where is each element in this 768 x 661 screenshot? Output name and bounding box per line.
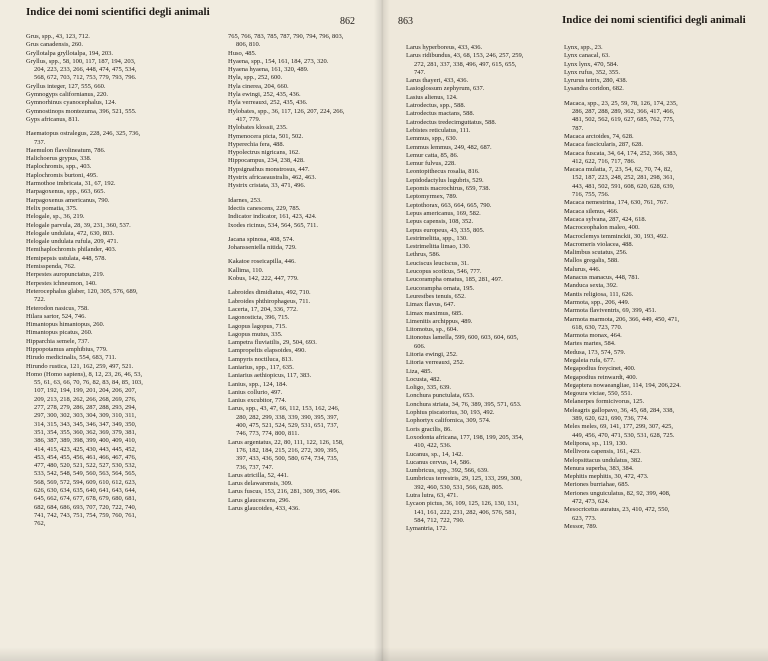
index-entry: Litoria ewingi, 252. bbox=[406, 350, 458, 358]
index-entry: Leptothorax, 663, 664, 665, 790. bbox=[406, 201, 492, 209]
index-entry: Halichoerus grypus, 338. bbox=[26, 155, 92, 163]
index-entry: Lacerta, 17, 204, 336, 772. bbox=[228, 305, 298, 313]
index-entry: Lepus capensis, 108, 352. bbox=[406, 218, 474, 226]
index-entry: Lanius collurio, 497. bbox=[228, 388, 283, 396]
index-entry: Malurus, 446. bbox=[564, 265, 601, 273]
page-edge-shadow-right bbox=[382, 647, 768, 661]
index-entry: Huso, 485. bbox=[228, 49, 257, 57]
index-entry: Lutra lutra, 63, 471. bbox=[406, 492, 458, 500]
index-entry: Helogale, sp., 36, 219. bbox=[26, 213, 85, 221]
index-entry: Lebistes reticulatus, 111. bbox=[406, 126, 471, 134]
index-entry: Martes martes, 584. bbox=[564, 340, 616, 348]
index-entry: Herpestes auropunctatus, 219. bbox=[26, 271, 105, 279]
index-entry: Gymnogyps californianus, 220. bbox=[26, 91, 108, 99]
index-entry: Hyla verreauxi, 252, 435, 436. bbox=[228, 99, 308, 107]
index-entry: Lagopus mutus, 335. bbox=[228, 330, 283, 338]
index-entry: Homo (Homo sapiens), 8, 12, 23, 26, 46, 53, 55, 61, 63, 66, 70, 76, 82, 83, 84, 85, 103, 107, 192, 194, 199, 201, 204, 206, 207, 209, 213, 218, 262, 266, 268, 269, 276, 277, 278, 279, 286, 287, 288, 293, 294, 297, 300, 302, 303, 304, 309, 310, 311, 314, 315, 343, 345, 346, 347, 349, 350, 351, 354, 355, 360, 362, 369, 379, 381, 386, 387, 389, 398, 399, 400, 409, 410, 414, 415, 423, 425, 430, 443, 445, 452, 453, 454, 455, 456, 461, 466, 467, 476, 477, 480, 520, 521, 522, 527, 530, 532, 533, 542, 548, 549, 560, 563, 564, 565, 568, 569, 572, 594, 609, 610, 612, 623, 626, 630, 634, 635, 640, 641, 643, 644, 645, 662, 674, 677, 678, 679, 680, 681, 682, 684, 686, 693, 707, 720, 722, 740, 741, 742, 743, 751, 754, 759, 760, 761, 762, bbox=[26, 370, 143, 528]
index-entry: Helogale parvula, 28, 39, 231, 360, 537. bbox=[26, 221, 131, 229]
index-entry: Kakatoe roseicapilla, 446. bbox=[228, 258, 296, 266]
index-entry: Marmota monax, 464. bbox=[564, 332, 622, 340]
index-entry: Laniarius, spp., 117, 635. bbox=[228, 363, 294, 371]
page-edge-shadow bbox=[0, 647, 382, 661]
index-entry: Lynx, spp., 23. bbox=[564, 44, 603, 51]
index-entry: Hypolectrus nigricans, 162. bbox=[228, 149, 300, 157]
index-entry: Lemur catta, 85, 86. bbox=[406, 151, 459, 159]
index-entry: Lagopus lagopus, 715. bbox=[228, 322, 287, 330]
index-entry: Macaca fascicularis, 287, 628. bbox=[564, 141, 644, 149]
index-entry: Johansseniella nitida, 729. bbox=[228, 244, 297, 252]
index-entry: Lyrurus tetrix, 280, 438. bbox=[564, 77, 628, 85]
index-entry: Hippopotamus amphibius, 779. bbox=[26, 345, 108, 353]
index-entry: Macaca nemestrina, 174, 630, 761, 767. bbox=[564, 199, 668, 207]
index-entry: Medusa, 173, 574, 579. bbox=[564, 348, 626, 356]
index-entry: Megaleia rufa, 677. bbox=[564, 356, 615, 364]
index-entry: Himantopus picatus, 260. bbox=[26, 329, 93, 337]
index-entry: Hemisspenda, 762. bbox=[26, 263, 76, 271]
index-entry: Larus hyperboreus, 433, 436. bbox=[406, 44, 483, 51]
index-entry: Hyaena, spp., 154, 161, 184, 273, 320. bbox=[228, 57, 329, 65]
index-entry: Macroclemys temminckii, 30, 193, 492. bbox=[564, 232, 668, 240]
index-entry: Lycaon pictus, 36, 109, 125, 126, 130, 131, 141, 161, 222, 231, 282, 406, 576, 581, 584, 712, 722, 790. bbox=[406, 500, 519, 524]
index-entry: Lynx lynx, 470, 584. bbox=[564, 60, 619, 68]
index-entry: Macaca silenus, 466. bbox=[564, 207, 619, 215]
index-entry: Gryllus, spp., 58, 100, 117, 187, 194, 203, 204, 223, 233, 266, 448, 474, 475, 534, 568, 672, 703, 712, 753, 779, 793, 796. bbox=[26, 57, 137, 82]
index-entry: Lampyris noctiluca, 813. bbox=[228, 355, 293, 363]
index-entry: Lysandra coridon, 682. bbox=[564, 85, 624, 93]
index-entry: Haplochromis, spp., 403. bbox=[26, 163, 92, 171]
index-entry: Hyperechia fera, 488. bbox=[228, 140, 285, 148]
index-entry: Megapodius reinwardt, 400. bbox=[564, 373, 638, 381]
index-entry: Latrodectus tredecimguttatus, 588. bbox=[406, 118, 497, 126]
index-entry: Larus fuscus, 153, 216, 281, 309, 395, 496. bbox=[228, 488, 341, 496]
index-entry: Gyps africanus, 811. bbox=[26, 115, 80, 123]
index-entry: Grus canadensis, 260. bbox=[26, 41, 84, 49]
index-entry: Hyaena hyaena, 161, 320, 489. bbox=[228, 66, 309, 74]
index-entry: Gymnostinops montezuma, 396, 521, 555. bbox=[26, 107, 137, 115]
index-entry: Hilara sartor, 524, 746. bbox=[26, 312, 87, 320]
index-entry: Megoura viciae, 550, 551. bbox=[564, 390, 633, 398]
index-entry: Haplochromis burtoni, 495. bbox=[26, 171, 98, 179]
index-entry: Mephitis mephitis, 30, 472, 473. bbox=[564, 473, 649, 481]
index-entry: Harpagoxenus, spp., 663, 665. bbox=[26, 188, 106, 196]
index-entry: Hyla cinerea, 204, 660. bbox=[228, 82, 289, 90]
index-entry: Ixodes ricinus, 534, 564, 565, 711. bbox=[228, 221, 319, 229]
index-entry: Lagonosticta, 396, 715. bbox=[228, 314, 290, 322]
index-entry: Macaca fuscata, 34, 64, 174, 252, 366, 383, 412, 622, 716, 717, 786. bbox=[564, 149, 678, 165]
book-gutter bbox=[374, 0, 390, 661]
index-entry: Leontopithecus rosalia, 816. bbox=[406, 168, 480, 176]
index-entry: Hirudo medicinalis, 554, 683, 711. bbox=[26, 354, 117, 362]
index-entry: Idectis canescens, 229, 785. bbox=[228, 204, 301, 212]
index-entry: Harmothoe imbricata, 31, 67, 192. bbox=[26, 180, 116, 188]
index-entry: Helix pomatia, 375. bbox=[26, 204, 78, 212]
index-entry: Hyla, spp., 252, 600. bbox=[228, 74, 283, 82]
index-entry: Herpestes ichneumon, 140. bbox=[26, 279, 97, 287]
index-entry: Larus ridibundus, 43, 68, 153, 246, 257, 259, 272, 281, 337, 338, 496, 497, 615, 655, 747. bbox=[406, 52, 524, 76]
index-entry: Leucorampha ornata, 195. bbox=[406, 284, 475, 292]
index-entry: Latrodectus mactans, 588. bbox=[406, 110, 475, 118]
index-entry: Macaca sylvana, 287, 424, 618. bbox=[564, 215, 647, 223]
index-entry: Lonchura striata, 34, 76, 389, 395, 571, 653. bbox=[406, 400, 522, 408]
index-entry: Loligo, 335, 639. bbox=[406, 384, 451, 392]
index-entry: Mesocricetus auratus, 23, 410, 472, 550, 623, 773. bbox=[564, 506, 670, 522]
index-entry: Limax maximus, 685. bbox=[406, 309, 464, 317]
index-entry: Hirundo rustica, 121, 162, 259, 497, 521. bbox=[26, 362, 134, 370]
index-entry: Lemur fulvus, 228. bbox=[406, 160, 456, 168]
index-entry: Heterodon nasicus, 758. bbox=[26, 304, 89, 312]
index-entry: Lophortyx californica, 309, 574. bbox=[406, 417, 491, 425]
index-entry: Mallos gregalis, 588. bbox=[564, 257, 619, 265]
index-entry: Kallima, 110. bbox=[228, 266, 264, 274]
index-entry: Hylobates, spp., 36, 117, 126, 207, 224, 266, 417, 779. bbox=[228, 107, 345, 123]
index-entry: Lemmus lemmus, 249, 482, 687. bbox=[406, 143, 492, 151]
index-entry: Larus glaucescens, 296. bbox=[228, 496, 291, 504]
index-entry: Haemulon flavolineatum, 786. bbox=[26, 146, 106, 154]
index-entry: Lepomis macrochirus, 659, 738. bbox=[406, 185, 491, 193]
index-entry: Litoria verreauxi, 252. bbox=[406, 359, 465, 367]
index-entry: Haematopus ostralegus, 228, 246, 325, 736, 737. bbox=[26, 130, 141, 146]
index-entry: Meriones burriahae, 685. bbox=[564, 481, 630, 489]
index-entry: Melipona, sp., 119, 130. bbox=[564, 439, 627, 447]
index-entry: Himantopus himantopus, 260. bbox=[26, 321, 105, 329]
index-entry: Locusta, 482. bbox=[406, 375, 442, 383]
index-entry: Gryllotalpa gryllotalpa, 194, 203. bbox=[26, 49, 114, 57]
index-entry: Liza, 485. bbox=[406, 367, 433, 375]
right-column-1 bbox=[406, 44, 524, 534]
index-entry: Marmota marmota, 206, 366, 449, 450, 471, 618, 630, 723, 770. bbox=[564, 315, 680, 331]
index-entry: Lampropeltis elapsoides, 490. bbox=[228, 347, 306, 355]
index-entry: Leptomyrmex, 789. bbox=[406, 193, 458, 201]
index-entry: Labroides phthirophageus, 711. bbox=[228, 297, 311, 305]
index-entry: Menura superba, 383, 384. bbox=[564, 464, 634, 472]
index-entry: Litonotus lamella, 599, 600, 603, 604, 605, 606. bbox=[406, 334, 519, 350]
index-entry: Limenitis archippus, 489. bbox=[406, 317, 473, 325]
index-entry: Macroceophalon maleo, 400. bbox=[564, 224, 640, 232]
index-entry: Lestrimelitta, spp., 130. bbox=[406, 234, 468, 242]
index-entry: Hylobates klossii, 235. bbox=[228, 124, 288, 132]
index-entry: Lepus europeus, 43, 335, 805. bbox=[406, 226, 485, 234]
index-entry: Larus delawarensis, 309. bbox=[228, 480, 293, 488]
index-entry: Lucanus, sp., 14, 142. bbox=[406, 450, 464, 458]
index-entry: Meleagris gallopavo, 36, 45, 68, 284, 338, 389, 620, 621, 690, 736, 774. bbox=[564, 406, 675, 423]
index-entry: Lanius, spp., 124, 184. bbox=[228, 380, 288, 388]
index-entry: Labroides dimidiatus, 492, 710. bbox=[228, 289, 311, 297]
index-entry: Hyla ewingi, 252, 435, 436. bbox=[228, 91, 301, 99]
index-entry: Idarnes, 253. bbox=[228, 196, 262, 204]
index-entry: Leucopus scoticus, 546, 777. bbox=[406, 268, 482, 276]
right-page-number: 863 bbox=[398, 16, 413, 27]
index-entry: Gryllus integer, 127, 555, 660. bbox=[26, 82, 106, 90]
left-column-1 bbox=[26, 33, 144, 529]
index-entry: Lasius alienus, 124. bbox=[406, 93, 458, 101]
index-entry: Lumbricus, spp., 392, 566, 639. bbox=[406, 467, 489, 475]
index-entry: Macaca, spp., 23, 25, 59, 78, 126, 174, 235, 286, 287, 288, 289, 362, 366, 417, 466, 481, 502, 562, 619, 627, 685, 762, 775, 787. bbox=[564, 99, 678, 132]
index-entry: Lophius piscatorius, 30, 193, 492. bbox=[406, 409, 495, 417]
index-entry: Macromeris violacea, 488. bbox=[564, 240, 634, 248]
left-page bbox=[0, 0, 382, 661]
index-entry: Latrodectus, spp., 588. bbox=[406, 102, 466, 110]
index-entry: Heterocephalus glaber, 120, 305, 576, 689, 722. bbox=[26, 287, 138, 304]
index-entry: 765, 766, 783, 785, 787, 790, 794, 796, 803, 806, 810. bbox=[228, 33, 344, 49]
index-entry: Lumbricus terrestris, 29, 125, 133, 299, 300, 392, 460, 530, 531, 566, 628, 805. bbox=[406, 475, 522, 491]
index-entry: Lucanus cervus, 14, 586. bbox=[406, 458, 471, 466]
index-entry: Lymantria, 172. bbox=[406, 525, 448, 533]
index-entry: Hemihaplochromis philander, 403. bbox=[26, 246, 117, 254]
index-entry: Litomotus, sp., 604. bbox=[406, 326, 459, 334]
left-column-2 bbox=[228, 33, 346, 513]
index-entry: Lethrus, 586. bbox=[406, 251, 441, 259]
index-entry: Melanerpes formicivorus, 125. bbox=[564, 398, 645, 406]
index-entry: Lanius excubitor, 774. bbox=[228, 397, 287, 405]
index-entry: Larus thayeri, 433, 436. bbox=[406, 77, 469, 85]
index-entry: Meles meles, 69, 141, 177, 299, 307, 425, 449, 456, 470, 471, 530, 531, 628, 725. bbox=[564, 423, 675, 439]
index-entry: Lynx rufus, 352, 355. bbox=[564, 68, 620, 76]
left-page-header-title: Indice dei nomi scientifici degli animali bbox=[26, 6, 210, 18]
right-page-header-title: Indice dei nomi scientifici degli animali bbox=[562, 14, 746, 26]
index-entry: Laniarius aethiopicus, 117, 383. bbox=[228, 372, 312, 380]
index-entry: Kobus, 142, 222, 447, 779. bbox=[228, 275, 299, 283]
index-entry: Mantis religiosa, 111, 626. bbox=[564, 290, 634, 298]
index-entry: Leuciscus leuciscus, 31. bbox=[406, 259, 469, 267]
index-entry: Hystrix cristata, 33, 471, 496. bbox=[228, 182, 306, 190]
index-entry: Helogale undulata, 472, 630, 803. bbox=[26, 229, 115, 237]
index-entry: Larus argentatus, 22, 80, 111, 122, 126, 158, 176, 182, 184, 215, 216, 272, 309, 395, 397, 433, 436, 500, 580, 674, 734, 735, 736, 737, 747. bbox=[228, 438, 344, 471]
index-entry: Lepidodactylus lugubris, 529. bbox=[406, 176, 484, 184]
index-entry: Gymnorhinus cyanocephalus, 124. bbox=[26, 99, 117, 107]
index-entry: Lestrimelitta limao, 130. bbox=[406, 243, 471, 251]
index-entry: Limax flavus, 647. bbox=[406, 301, 456, 309]
index-entry: Macaca mulatta, 7, 23, 54, 62, 70, 74, 82, 152, 187, 223, 248, 252, 281, 298, 361, 443, 481, 502, 591, 608, 620, 628, 639, 716, 755, 756. bbox=[564, 166, 675, 199]
index-entry: Lampetra fluviatilis, 29, 504, 693. bbox=[228, 339, 317, 347]
index-entry: Lepus americanus, 169, 582. bbox=[406, 209, 481, 217]
index-entry: Larus, spp., 43, 47, 66, 112, 153, 162, 246, 280, 282, 299, 338, 339, 390, 395, 397, 400, 475, 521, 524, 529, 531, 651, 737, 746, 773, 774, 800, 811. bbox=[228, 405, 340, 438]
index-entry: Indicator indicator, 161, 423, 424. bbox=[228, 213, 317, 221]
index-entry: Marmota flaviventris, 69, 399, 451. bbox=[564, 307, 657, 315]
index-entry: Loxodonta africana, 177, 198, 199, 205, 354, 410, 422, 536. bbox=[406, 433, 524, 450]
index-entry: Lemmus, spp., 630. bbox=[406, 135, 458, 143]
index-entry: Manacus manacus, 448, 781. bbox=[564, 274, 640, 282]
left-page-number: 862 bbox=[340, 16, 355, 27]
index-entry: Larus glaucoides, 433, 436. bbox=[228, 505, 300, 513]
index-entry: Macaca arctoides, 74, 628. bbox=[564, 132, 634, 140]
index-entry: Malimbus scutatus, 256. bbox=[564, 249, 628, 257]
index-entry: Jacana spinosa, 408, 574. bbox=[228, 235, 295, 243]
index-entry: Lonchura punctulata, 653. bbox=[406, 392, 475, 400]
index-entry: Grus, spp., 43, 123, 712. bbox=[26, 33, 90, 40]
index-entry: Megaptera nowaeangliae, 114, 194, 206,224. bbox=[564, 381, 681, 389]
index-entry: Helogale undulata rufula, 209, 471. bbox=[26, 238, 119, 246]
index-entry: Loris gracilis, 86. bbox=[406, 425, 452, 433]
index-entry: Melopsittacus undulatus, 382. bbox=[564, 456, 642, 464]
index-entry: Lasioglossum zephyrum, 637. bbox=[406, 85, 485, 93]
index-entry: Meriones unguiculatus, 82, 92, 399, 408, 472, 473, 624. bbox=[564, 489, 671, 506]
index-entry: Hemipepsis ustulata, 448, 578. bbox=[26, 254, 107, 262]
index-entry: Harpagoxenus americanus, 790. bbox=[26, 196, 110, 204]
index-entry: Hippocampus, 234, 238, 428. bbox=[228, 157, 305, 165]
index-entry: Megapodius freycinet, 400. bbox=[564, 365, 636, 373]
index-entry: Leurestbes tenuis, 652. bbox=[406, 292, 466, 300]
right-column-2 bbox=[564, 44, 682, 531]
index-entry: Mellivora capensis, 161, 423. bbox=[564, 448, 641, 456]
index-entry: Manduca sexta, 392. bbox=[564, 282, 618, 290]
index-entry: Lynx canacal, 63. bbox=[564, 52, 610, 60]
right-page bbox=[382, 0, 768, 661]
index-entry: Larus atricilla, 52, 441. bbox=[228, 471, 289, 479]
index-entry: Marmota, spp., 206, 449. bbox=[564, 298, 630, 306]
index-entry: Hipparchia semele, 737. bbox=[26, 337, 90, 345]
index-entry: Leucoramphа omatus, 185, 281, 497. bbox=[406, 276, 503, 284]
index-entry: Hypsignathus monstrosus, 447. bbox=[228, 165, 310, 173]
index-entry: Hystrix africaeaustralis, 462, 463. bbox=[228, 174, 317, 182]
index-entry: Messor, 789. bbox=[564, 522, 598, 530]
index-entry: Hymenocera picta, 501, 502. bbox=[228, 132, 304, 140]
